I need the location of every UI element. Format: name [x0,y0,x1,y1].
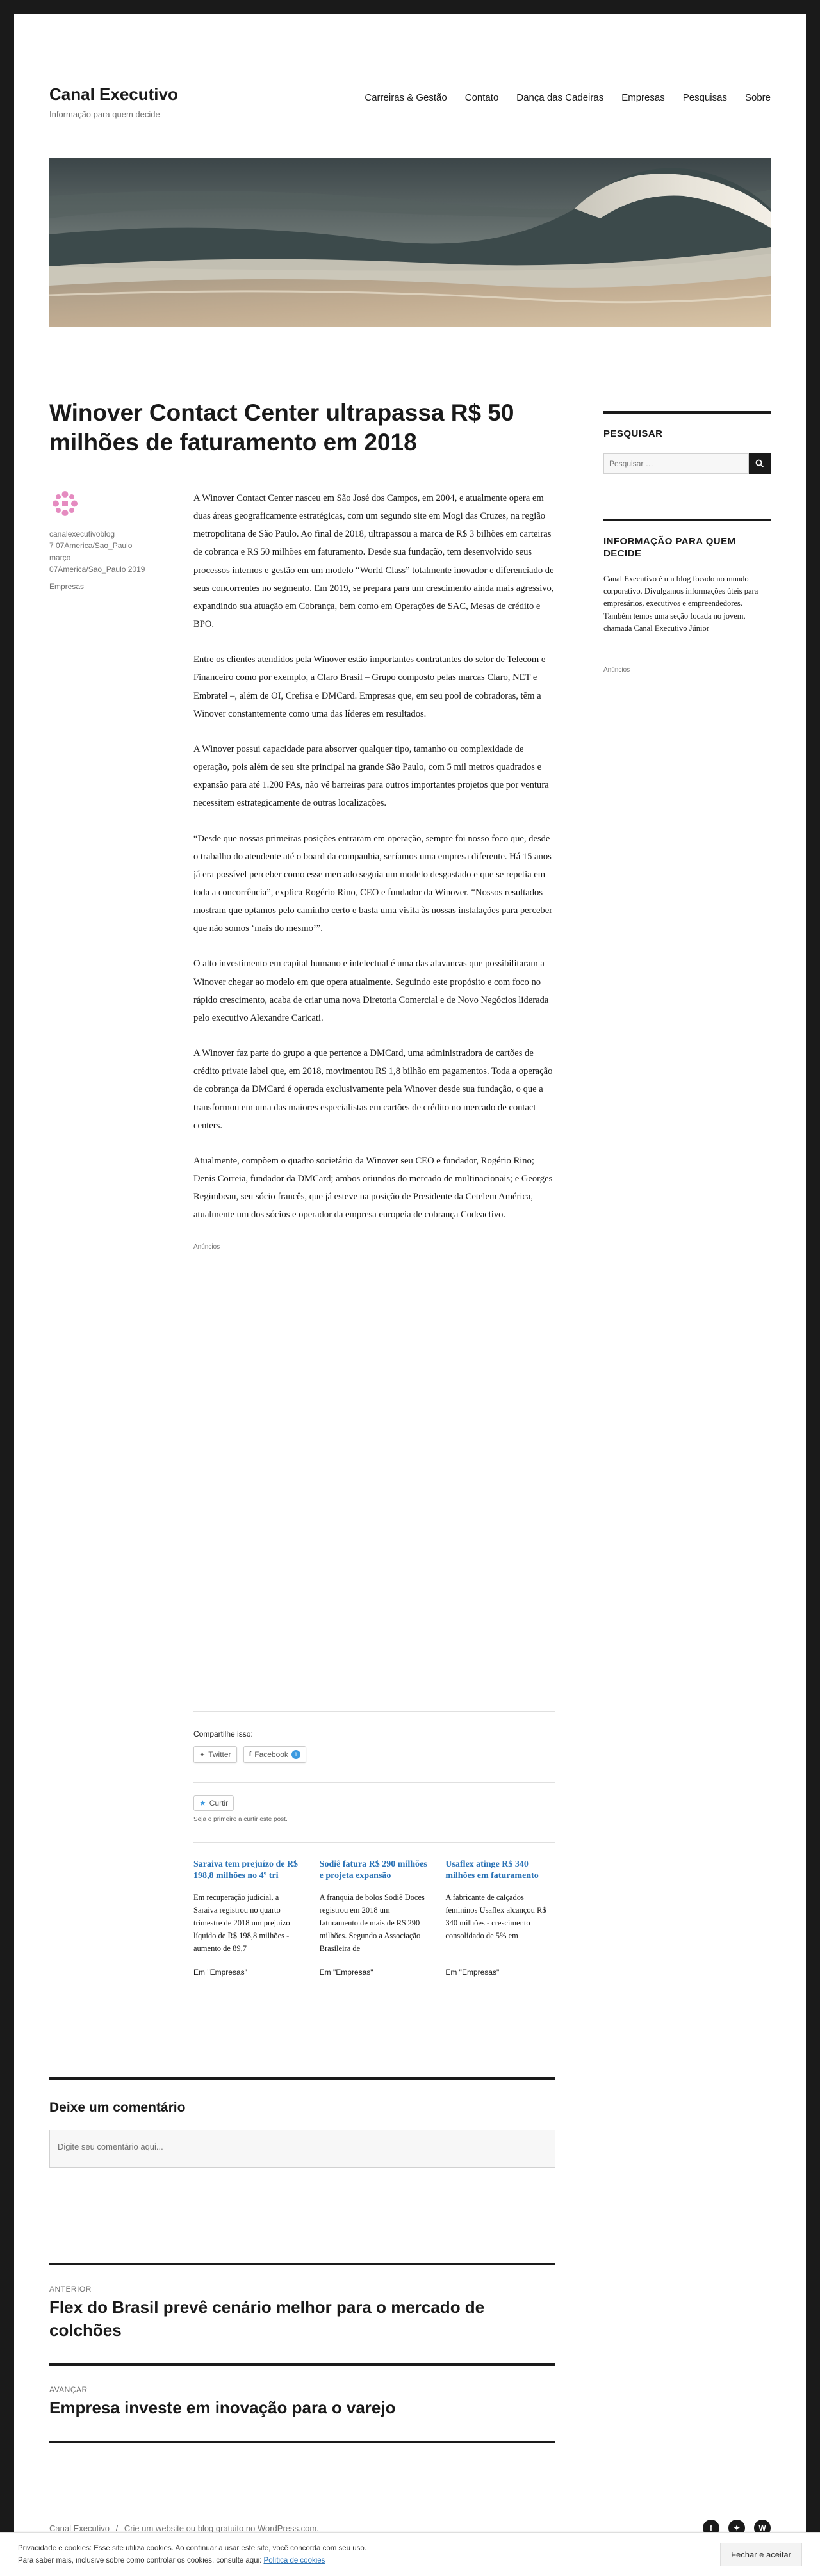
divider [193,1711,555,1712]
search-input[interactable] [603,453,749,474]
search-icon [755,459,764,468]
footer-wordpress-link[interactable]: Crie um website ou blog gratuito no WordPress.com. [124,2523,319,2533]
ad-label: Anúncios [193,1243,220,1251]
sidebar-ad-label: Anúncios [603,667,630,674]
cookie-text [18,2543,366,2566]
footer-separator: / [115,2523,119,2533]
related-post [445,1859,555,1977]
related-post [193,1859,304,1977]
post-paragraph: A Winover possui capacidade para absorver qualquer tipo, tamanho ou complexidade de operação, pois além de seu site principal na grande São Paulo, com 5 mil metros quadrados e expansão para até 1.200 PAs, não vê barreiras para outros importantes projetos que por ventura necessitem estrategicamente de outras localizações. [193,743,549,809]
beach-wave-image [49,158,771,327]
main-navigation [365,92,771,103]
related-post [320,1859,430,1977]
cookie-text-line-1: Privacidade e cookies: Esse site utiliza cookies. Ao continuar a usar este site, você concorda com seu uso. [18,2545,366,2553]
next-post-title[interactable]: Empresa investe em inovação para o varejo [49,2397,396,2417]
post-date-line-3[interactable]: 07America/Sao_Paulo 2019 [49,565,145,574]
comment-input[interactable]: Digite seu comentário aqui... [49,2130,555,2168]
author-avatar[interactable] [49,488,81,519]
like-note: Seja o primeiro a curtir este post. [193,1816,288,1823]
nav-item-contato[interactable]: Contato [464,92,499,103]
related-post-category: Em "Empresas" [445,1968,500,1977]
star-icon: ★ [199,1799,206,1808]
twitter-icon: ✦ [199,1751,206,1759]
post-paragraph: O alto investimento em capital humano e intelectual é uma das alavancas que possibilitaram a Winover chegar ao modelo em que opera atualmente. Seguindo este propósito e com foco no rápido crescimento, acaba de criar uma nova Diretoria Comercial e de Novo Negócios liderada pelo executivo Alexandre Caricati. [193,959,549,1023]
sidebar [603,411,771,674]
like-button[interactable] [193,1795,234,1811]
like-label: Curtir [209,1799,229,1808]
search-widget-title: PESQUISAR [603,428,663,439]
share-buttons [193,1746,555,1763]
cookie-banner [0,2532,820,2576]
previous-post-label: ANTERIOR [49,2285,92,2294]
twitter-icon[interactable]: ✦ [728,2520,745,2536]
nav-item-danca-das-cadeiras[interactable]: Dança das Cadeiras [516,92,604,103]
wordpress-icon[interactable]: W [754,2520,771,2536]
next-post[interactable] [49,2363,555,2443]
footer-credit [49,2523,319,2533]
related-post-title[interactable]: Saraiva tem prejuízo de R$ 198,8 milhões no 4º tri [193,1859,299,1881]
site-header [49,85,771,119]
search-form [603,453,771,474]
sharing-section [193,1711,555,1977]
post-paragraph: Atualmente, compõem o quadro societário da Winover seu CEO e fundador, Rogério Rino; Denis Correia, fundador da DMCard; ambos oriundos do mercado de multinacionais; e Georges Regimbeau, seu sócio francês, que já esteve na posição de Presidente da Cetelem América, atualmente um dos sócios e operador da empresa europeia de cobrança Codeactivo. [193,1155,553,1220]
previous-post[interactable] [49,2263,555,2363]
related-post-title[interactable]: Sodiê fatura R$ 290 milhões e projeta expansão [319,1859,427,1881]
post-meta [49,488,165,593]
main-content [49,398,555,1977]
related-post-excerpt: A fabricante de calçados femininos Usaflex alcançou R$ 340 milhões - crescimento consolidado de 5% em [445,1893,546,1941]
info-widget-title: INFORMAÇÃO PARA QUEM DECIDE [603,535,736,559]
share-title: Compartilhe isso: [193,1729,253,1738]
cookie-accept-button[interactable]: Fechar e aceitar [720,2543,802,2566]
post-body [193,489,555,1254]
nav-item-empresas[interactable]: Empresas [621,92,665,103]
share-facebook-label: Facebook [254,1750,288,1759]
info-widget [603,519,771,635]
header-image [49,158,771,327]
related-post-excerpt: A franquia de bolos Sodiê Doces registrou em 2018 um faturamento de mais de R$ 290 milhões. Segundo a Associação Brasileira de [319,1893,425,1954]
like-section [193,1782,555,1823]
search-widget [603,411,771,474]
page [14,14,806,2562]
site-description: Informação para quem decide [49,109,160,119]
share-twitter-label: Twitter [208,1750,231,1759]
site-title[interactable]: Canal Executivo [49,85,178,104]
nav-item-carreiras[interactable]: Carreiras & Gestão [365,92,447,103]
footer-site-link[interactable]: Canal Executivo [49,2523,110,2533]
post-category[interactable]: Empresas [49,581,85,591]
nav-item-pesquisas[interactable]: Pesquisas [682,92,727,103]
share-twitter-button[interactable] [193,1746,237,1763]
facebook-icon[interactable]: f [703,2520,719,2536]
cookie-text-line-2 [18,2555,366,2566]
info-widget-text: Canal Executivo é um blog focado no mundo corporativo. Divulgamos informações úteis para empresários, executivos e empreendedores. Também temos uma seção focada no jovem, chamada Canal Executivo Júnior [603,574,758,633]
related-posts [193,1842,555,1977]
facebook-share-count: 1 [291,1750,300,1759]
related-post-category: Em "Empresas" [193,1968,247,1977]
related-post-category: Em "Empresas" [319,1968,373,1977]
post-navigation [49,2263,555,2443]
facebook-icon: f [249,1751,252,1758]
nav-item-sobre[interactable]: Sobre [744,92,771,103]
comments-section [49,2077,555,2168]
post-paragraph: A Winover faz parte do grupo a que pertence a DMCard, uma administradora de cartões de crédito private label que, em 2018, movimentou R$ 1,8 bilhão em pagamentos. Toda a operação de cobrança da DMCard é operada exclusivamente pela Winover desde sua fundação, o que a transformou em uma das maiores especialistas em cartões de crédito no mercado de contact centers. [193,1048,553,1131]
post-author[interactable]: canalexecutivoblog [49,529,115,539]
previous-post-title[interactable]: Flex do Brasil prevê cenário melhor para o mercado de colchões [49,2297,485,2340]
search-button[interactable] [749,453,771,474]
cookie-text-line-2-label: Para saber mais, inclusive sobre como controlar os cookies, consulte aqui: [18,2556,262,2564]
post-paragraph: “Desde que nossas primeiras posições entraram em operação, sempre foi nosso foco que, desde o trabalho do atendente até o board da companhia, seríamos uma empresa diferente. Há 15 anos já era possível perceber como esse mercado seguia um modelo desgastado e que se repetia em toda a concorrência”, explica Rogério Rino, CEO e fundador da Winover. “Nossos resultados mostram que optamos pelo caminho certo e basta uma visita às nossas instalações para perceber que não somos ‘mais do mesmo’”. [193,833,553,934]
next-post-label: AVANÇAR [49,2385,88,2394]
post-paragraph: A Winover Contact Center nasceu em São José dos Campos, em 2004, e atualmente opera em duas áreas geograficamente estratégicas, com um segundo site em Mogi das Cruzes, na região metropolitana de São Paulo. Ao final de 2018, ultrapassou a marca de R$ 3 bilhões em carteiras de cobrança e R$ 50 milhões em faturamento. Desde sua fundação, tem desenvolvido seus processos internos e gestão em um modelo “World Class” totalmente inovador e diferenciado de seus concorrentes no segmento. Em 2019, se prepara para um crescimento ainda mais agressivo, expandindo sua atuação em Cobrança, bem como em Operações de SAC, Mesas de crédito e BPO. [193,493,554,630]
related-post-title[interactable]: Usaflex atinge R$ 340 milhões em faturamento [445,1859,539,1881]
post-date-line-1[interactable]: 7 07America/Sao_Paulo [49,541,133,551]
comments-title: Deixe um comentário [49,2100,186,2115]
cookie-policy-link[interactable]: Política de cookies [263,2556,325,2564]
post-title: Winover Contact Center ultrapassa R$ 50 milhões de faturamento em 2018 [49,400,514,456]
related-post-excerpt: Em recuperação judicial, a Saraiva registrou no quarto trimestre de 2018 um prejuízo líquido de R$ 198,8 milhões - aumento de 89,7 [193,1893,290,1954]
post-paragraph: Entre os clientes atendidos pela Winover estão importantes contratantes do setor de Telecom e Financeiro como por exemplo, a Claro Brasil – Grupo composto pelas marcas Claro, NET e Embratel –, além de OI, Crefisa e DMCard. Empresas que, em seu pool de cobradoras, têm a Winover constantemente como uma das líderes em resultados. [193,654,546,719]
share-facebook-button[interactable] [243,1746,306,1763]
post-date-line-2[interactable]: março [49,553,71,562]
